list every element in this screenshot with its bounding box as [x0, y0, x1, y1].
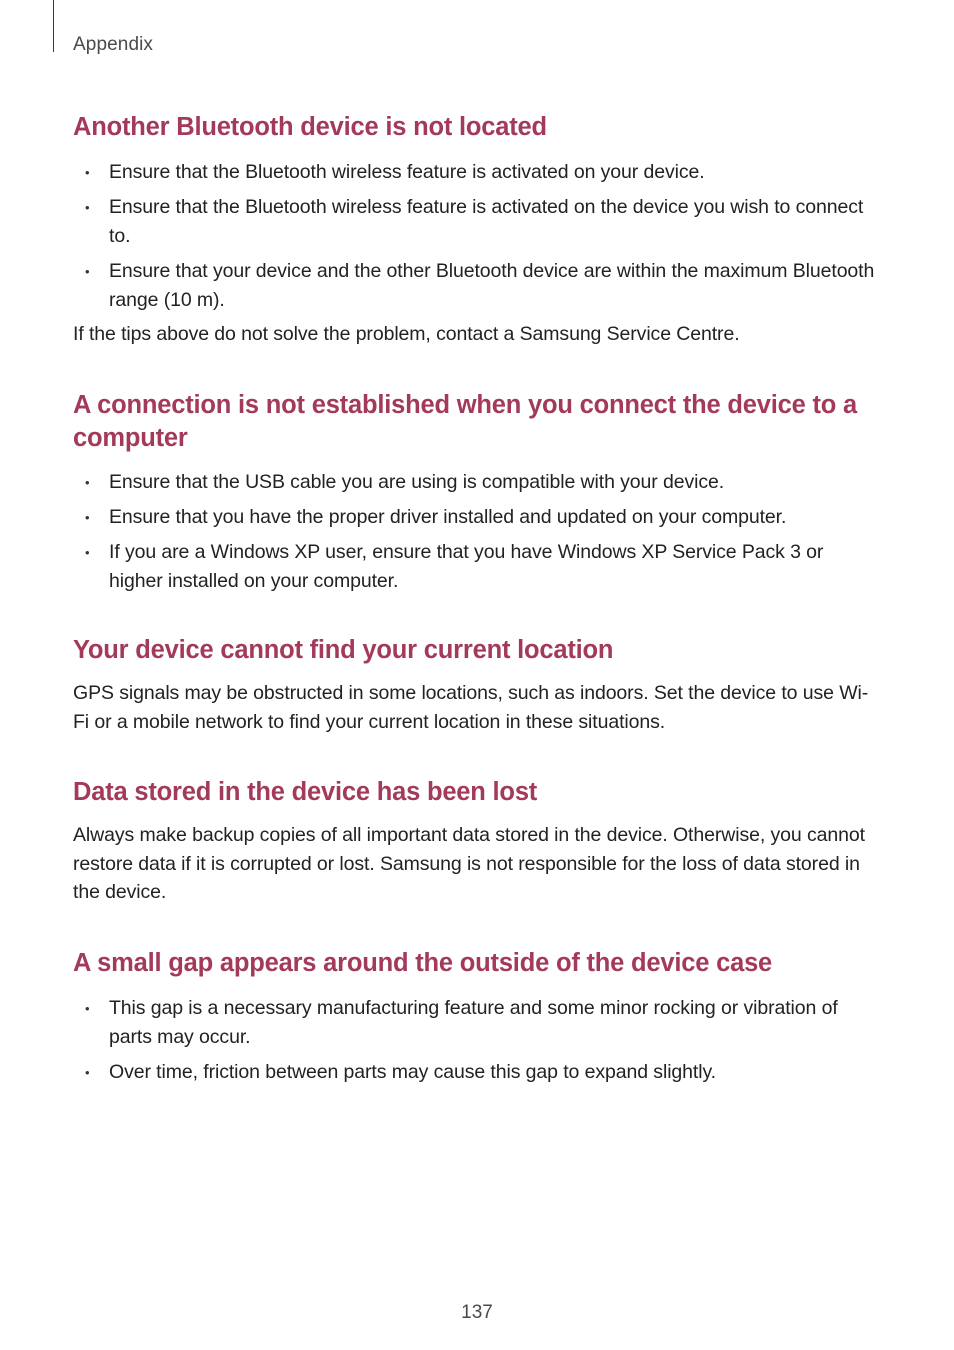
list-item [73, 503, 881, 532]
list-item [73, 257, 881, 315]
bullet-icon: • [85, 1001, 90, 1016]
list-item-text: Ensure that the Bluetooth wireless feature is activated on the device you wish to connect to. [109, 196, 864, 247]
section-title-device-case-gap: A small gap appears around the outside of the device case [73, 949, 773, 977]
bullet-icon: • [85, 165, 90, 180]
bullet-icon: • [85, 545, 90, 560]
list-item-text: Ensure that the USB cable you are using is compatible with your device. [109, 471, 725, 493]
computer-connection-tips-list [73, 468, 881, 602]
bullet-icon: • [85, 264, 90, 279]
section-title-data-lost: Data stored in the device has been lost [73, 778, 538, 806]
bluetooth-contact-paragraph: If the tips above do not solve the problem, contact a Samsung Service Centre. [73, 323, 740, 345]
bullet-icon: • [85, 510, 90, 525]
bluetooth-tips-list [73, 158, 881, 321]
list-item-text: Ensure that your device and the other Bluetooth device are within the maximum Bluetooth range (10 m). [109, 260, 875, 311]
bullet-icon: • [85, 475, 90, 490]
section-title-location: Your device cannot find your current location [73, 636, 614, 664]
margin-rule [53, 0, 54, 52]
list-item [73, 1058, 881, 1087]
list-item [73, 538, 881, 596]
location-paragraph: GPS signals may be obstructed in some locations, such as indoors. Set the device to use Wi-Fi or a mobile network to find your current location in these situations. [73, 682, 869, 733]
list-item-text: This gap is a necessary manufacturing feature and some minor rocking or vibration of parts may occur. [109, 997, 838, 1048]
list-item [73, 468, 881, 497]
section-title-computer-connection: A connection is not established when you connect the device to a computer [73, 391, 857, 452]
data-lost-paragraph: Always make backup copies of all important data stored in the device. Otherwise, you cannot restore data if it is corrupted or lost. Samsung is not responsible for the loss of data stored in the device. [73, 824, 865, 903]
list-item [73, 158, 881, 187]
list-item-text: Ensure that the Bluetooth wireless feature is activated on your device. [109, 161, 705, 183]
section-title-bluetooth: Another Bluetooth device is not located [73, 113, 547, 141]
page-number: 137 [461, 1302, 493, 1323]
list-item-text: Ensure that you have the proper driver installed and updated on your computer. [109, 506, 787, 528]
list-item [73, 193, 881, 251]
list-item-text: Over time, friction between parts may cause this gap to expand slightly. [109, 1061, 716, 1083]
list-item-text: If you are a Windows XP user, ensure that you have Windows XP Service Pack 3 or higher installed on your computer. [109, 541, 824, 592]
bullet-icon: • [85, 200, 90, 215]
bullet-icon: • [85, 1065, 90, 1080]
list-item [73, 994, 881, 1052]
running-head: Appendix [73, 34, 154, 55]
device-case-gap-list [73, 994, 881, 1093]
